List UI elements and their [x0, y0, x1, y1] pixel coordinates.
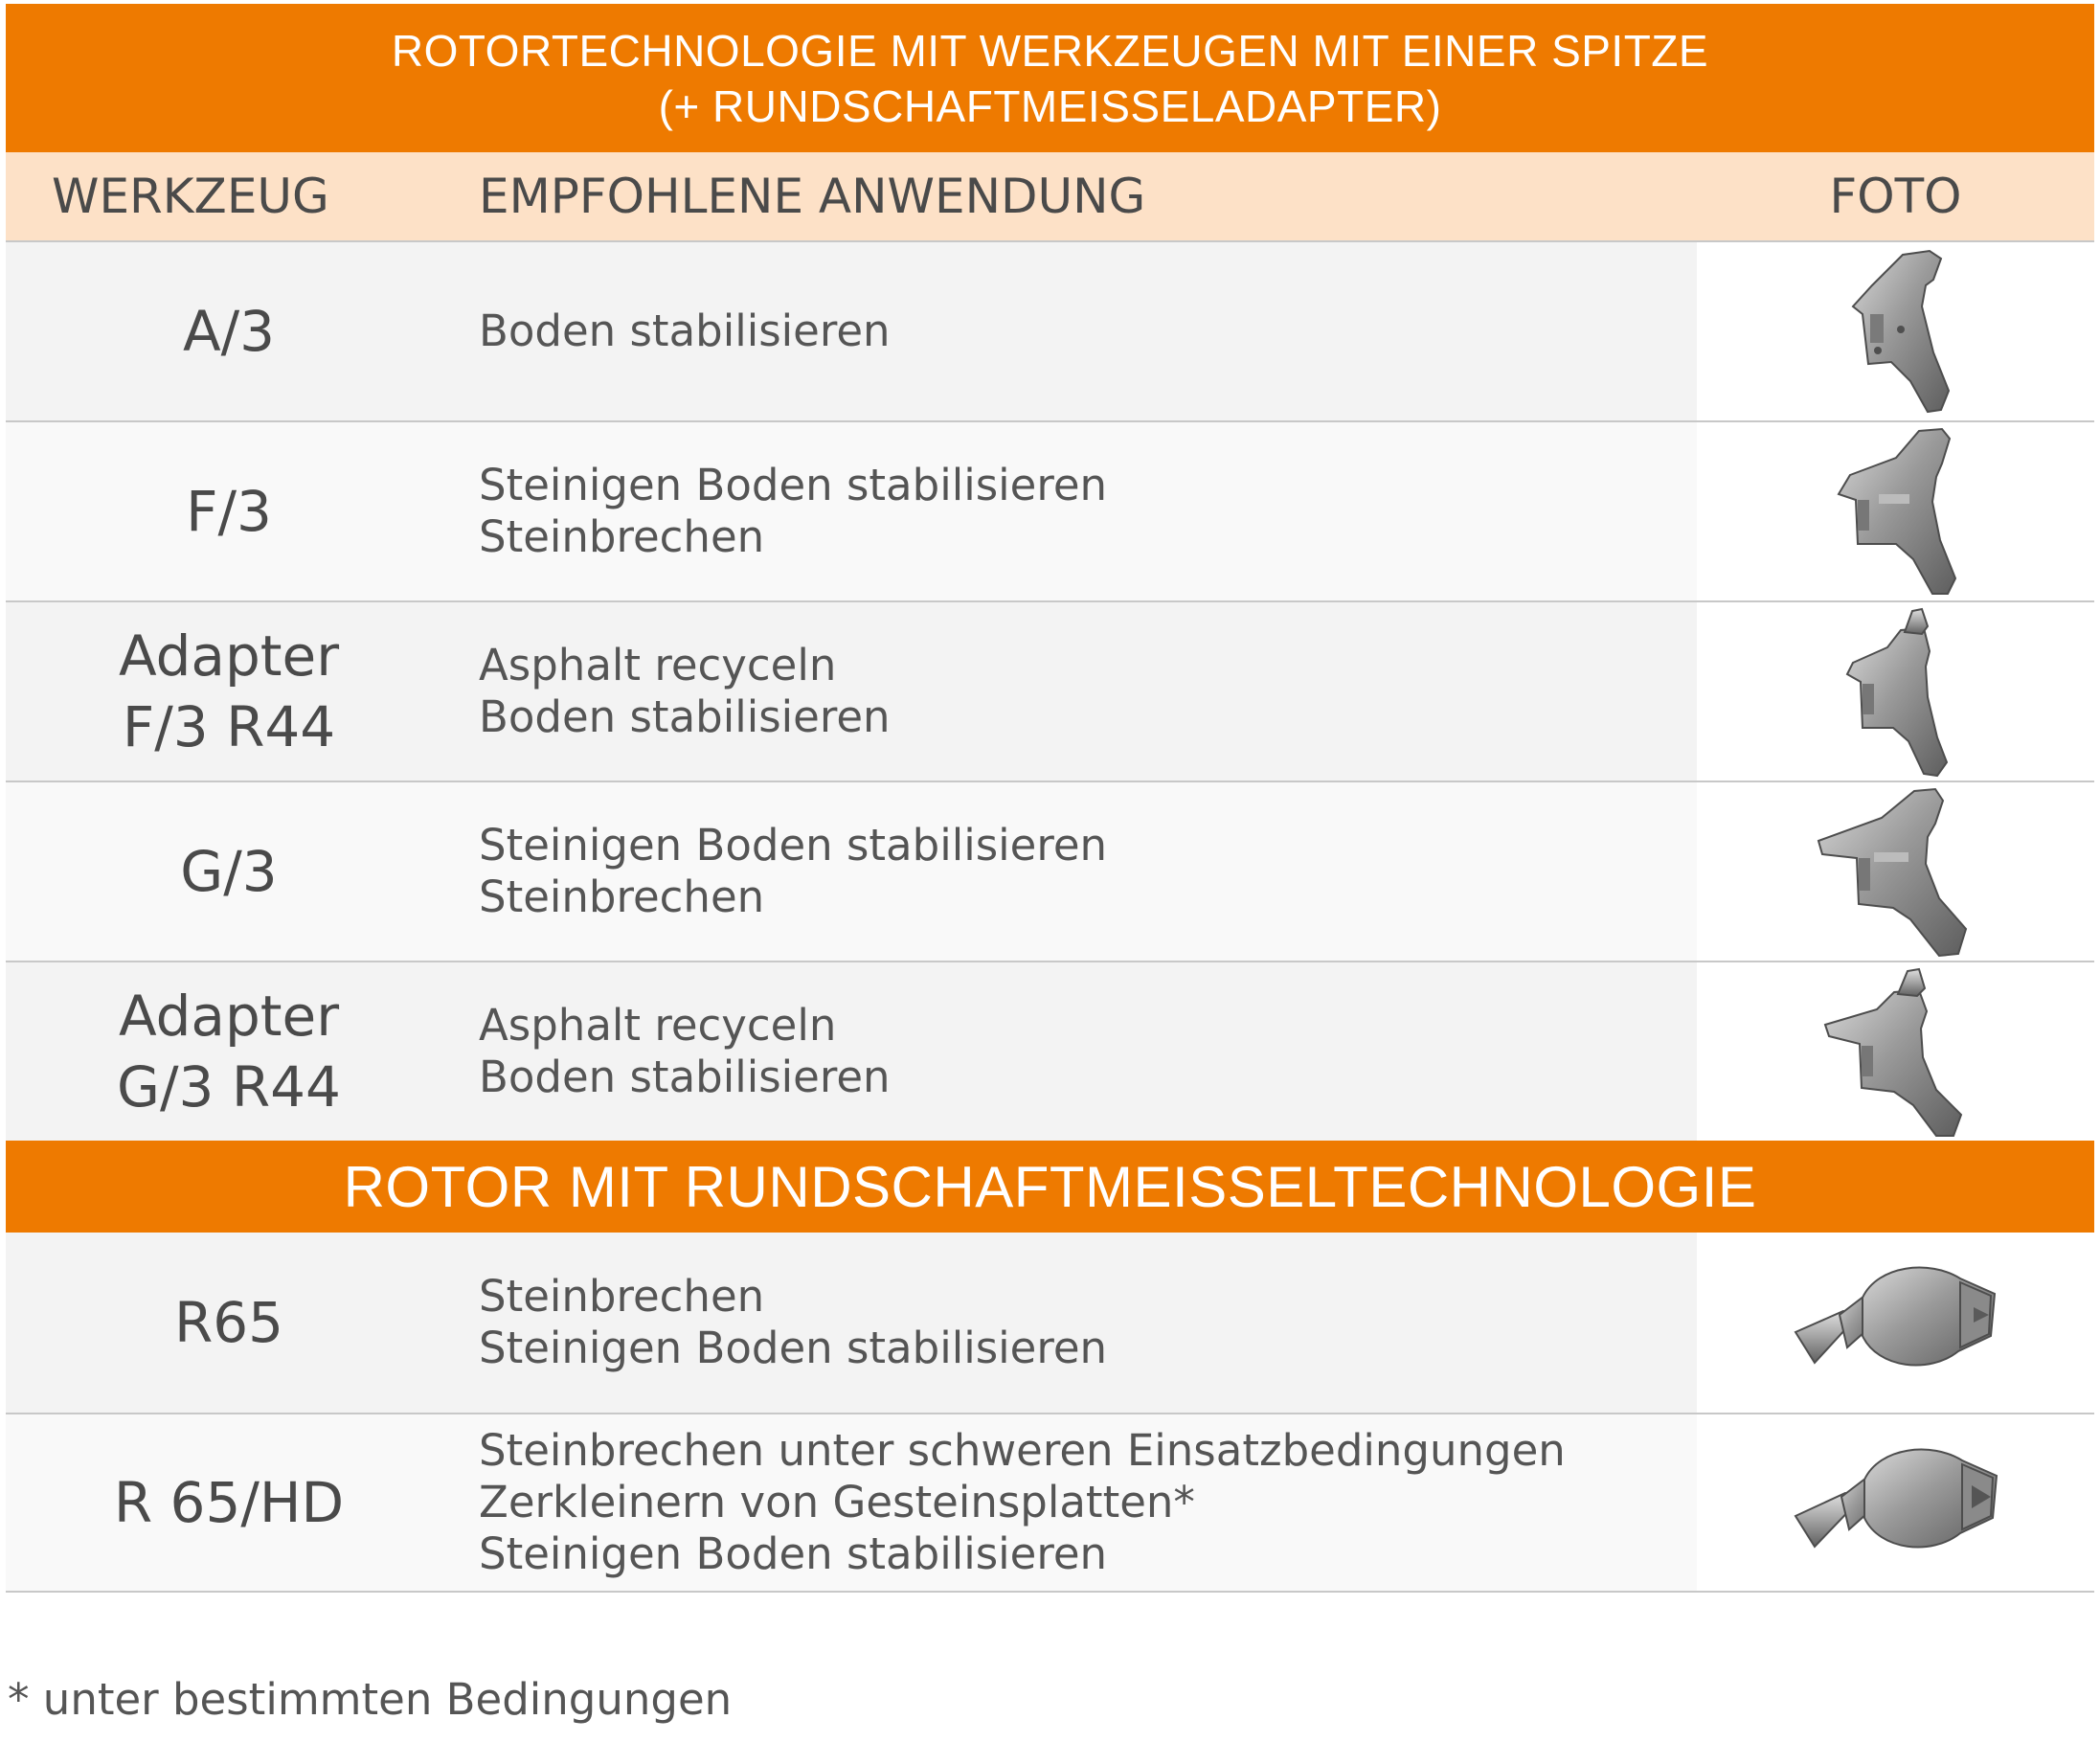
- table-row: [6, 420, 2094, 600]
- round-shank-chisel-r65hd-icon: [1786, 1436, 2006, 1570]
- tool-photo: [1697, 782, 2094, 961]
- column-header-tool: WERKZEUG: [52, 169, 329, 224]
- tool-photo: [1697, 422, 2094, 600]
- section-header-single-tip: [6, 4, 2094, 152]
- tool-name: G/3: [180, 839, 278, 904]
- tool-name: Adapter G/3 R44: [117, 984, 341, 1120]
- tool-table: [6, 4, 2094, 1593]
- round-shank-chisel-r65-icon: [1786, 1256, 2006, 1390]
- tool-photo: [1697, 602, 2094, 781]
- application-list: Asphalt recyceln Boden stabilisieren: [479, 1000, 891, 1102]
- table-row: [6, 1413, 2094, 1593]
- pick-tool-f3-icon: [1829, 425, 1963, 598]
- column-header-use: EMPFOHLENE ANWENDUNG: [479, 169, 1146, 224]
- application-list: Asphalt recyceln Boden stabilisieren: [479, 640, 891, 742]
- tool-name: R65: [173, 1290, 284, 1355]
- tool-name: Adapter F/3 R44: [118, 623, 340, 759]
- section-header-round-shank: [6, 1141, 2094, 1233]
- section-title-line1: ROTORTECHNOLOGIE MIT WERKZEUGEN MIT EINER SPITZE: [391, 25, 1709, 76]
- section-title-line2: (+ RUNDSCHAFTMEISSELADAPTER): [658, 80, 1442, 131]
- column-header-photo: FOTO: [1829, 169, 1962, 224]
- tool-photo: [1697, 242, 2094, 420]
- adapter-f3-r44-icon: [1834, 605, 1958, 778]
- table-row: [6, 600, 2094, 781]
- adapter-g3-r44-icon: [1819, 965, 1973, 1138]
- application-list: Steinbrechen Steinigen Boden stabilisieren: [479, 1271, 1108, 1373]
- table-row: [6, 961, 2094, 1141]
- tool-name: R 65/HD: [113, 1470, 345, 1535]
- tool-photo: [1697, 1414, 2094, 1591]
- tool-photo: [1697, 1233, 2094, 1413]
- section-title: ROTOR MIT RUNDSCHAFTMEISSELTECHNOLOGIE: [343, 1154, 1757, 1219]
- table-row: [6, 781, 2094, 961]
- pick-tool-g3-icon: [1815, 785, 1977, 958]
- application-list: Steinigen Boden stabilisieren Steinbrechen: [479, 460, 1108, 562]
- tool-name: F/3: [186, 479, 272, 544]
- application-list: Steinbrechen unter schweren Einsatzbedingungen Zerkleinern von Gesteinsplatten* Steinigen Boden stabilisieren: [479, 1425, 1566, 1579]
- table-row: [6, 240, 2094, 420]
- footnote: * unter bestimmten Bedingungen: [8, 1674, 733, 1725]
- application-list: Boden stabilisieren: [479, 305, 891, 356]
- tool-photo: [1697, 962, 2094, 1141]
- pick-tool-a3-icon: [1834, 247, 1958, 416]
- table-row: [6, 1233, 2094, 1413]
- column-header-row: [6, 152, 2094, 240]
- application-list: Steinigen Boden stabilisieren Steinbrechen: [479, 820, 1108, 922]
- tool-name: A/3: [182, 299, 276, 364]
